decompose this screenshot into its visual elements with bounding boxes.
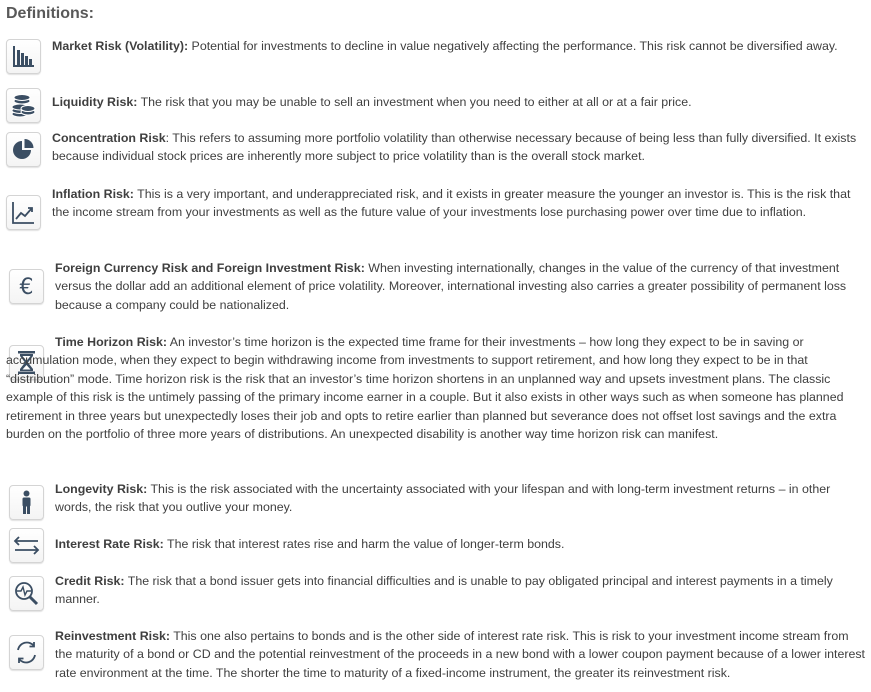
magnifier-pulse-icon (9, 576, 44, 611)
definition-text: This one also pertains to bonds and is the other side of interest rate risk. This is risk to your investment income stream from the maturity of a bond or CD and the potential reinvestment of the proceeds in a new bond with a lower coupon payment because of a lower interest rate environment at the time. The shorter the time to maturity of a fixed-income instrument, the greater its reinvestment risk. (55, 629, 865, 680)
definition-title: Concentration Risk (52, 131, 166, 145)
definition-title: Inflation Risk: (52, 187, 134, 201)
definition-title: Longevity Risk: (55, 482, 148, 496)
definition-text: The risk that interest rates rise and harm the value of longer-term bonds. (163, 537, 565, 551)
definition-text: The risk that you may be unable to sell an investment when you need to either at all or at a fair price. (137, 95, 692, 109)
bar-chart-down-icon (6, 39, 41, 74)
definition-title: Time Horizon Risk: (55, 335, 167, 349)
refresh-cycle-icon (9, 635, 44, 670)
definition-title: Credit Risk: (55, 574, 125, 588)
definition-concentration-risk (52, 129, 864, 166)
definition-title: Liquidity Risk: (52, 95, 138, 109)
euro-icon (9, 269, 44, 304)
definition-longevity-risk (55, 480, 869, 517)
definition-reinvestment-risk (55, 627, 869, 682)
definition-text: : This refers to assuming more portfolio volatility than otherwise necessary because of being less than fully diversified. It exists because individual stock prices are inherently more subject to price volatility than is the overall stock market. (52, 131, 857, 164)
definition-liquidity-risk (52, 93, 864, 111)
definition-title: Reinvestment Risk: (55, 629, 170, 643)
definition-text: Potential for investments to decline in value negatively affecting the performance. This risk cannot be diversified away. (188, 39, 838, 53)
definition-market-risk (52, 37, 864, 55)
definition-foreign-currency-risk (55, 259, 869, 314)
person-icon (9, 485, 44, 520)
definition-title: Foreign Currency Risk and Foreign Investment Risk: (55, 261, 365, 275)
definition-text: This is a very important, and underappreciated risk, and it exists in greater measure the younger an investor is. This is the risk that the income stream from your investments as well as the future value of your investments lose purchasing power over time due to inflation. (52, 187, 851, 220)
definition-time-horizon-risk (6, 333, 866, 443)
svg-text:€: € (19, 275, 34, 300)
definition-text: When investing internationally, changes in the value of the currency of that investment versus the dollar add an additional element of price volatility. Moreover, international investing also carries a greater possibility of permanent loss because a company could be nationalized. (55, 261, 847, 312)
definition-credit-risk (55, 572, 869, 609)
definition-text: An investor’s time horizon is the expected time frame for their investments – how long they expect to be in saving or accumulation mode, when they expect to begin withdrawing income from investments to support retirement, and how long they expect to be in that “distribution” mode. Time horizon risk is the risk that an investor’s time horizon shortens in an unplanned way and upsets investment plans. The classic example of this risk is the untimely passing of the primary income earner in a couple. But it also exists in other ways such as when someone has planned retirement in three years but unexpectedly loses their job and opts to retire earlier than planned but severance does not offset lost savings and the extra burden on the portfolio of three more years of distributions. An unexpected disability is another way time horizon risk can manifest. (6, 335, 844, 442)
definition-title: Market Risk (Volatility): (52, 39, 189, 53)
coins-icon (6, 88, 41, 123)
trend-up-icon (6, 195, 41, 230)
definition-inflation-risk (52, 185, 864, 222)
definition-title: Interest Rate Risk: (55, 537, 164, 551)
definition-text: The risk that a bond issuer gets into financial difficulties and is unable to pay obligated principal and interest payments in a timely manner. (55, 574, 833, 607)
exchange-arrows-icon (9, 528, 44, 563)
pie-chart-icon (6, 132, 41, 167)
page-title: Definitions: (6, 5, 94, 22)
definition-text: This is the risk associated with the uncertainty associated with your lifespan and with long-term investment returns – in other words, the risk that you outlive your money. (55, 482, 831, 515)
definition-interest-rate-risk (55, 535, 869, 553)
